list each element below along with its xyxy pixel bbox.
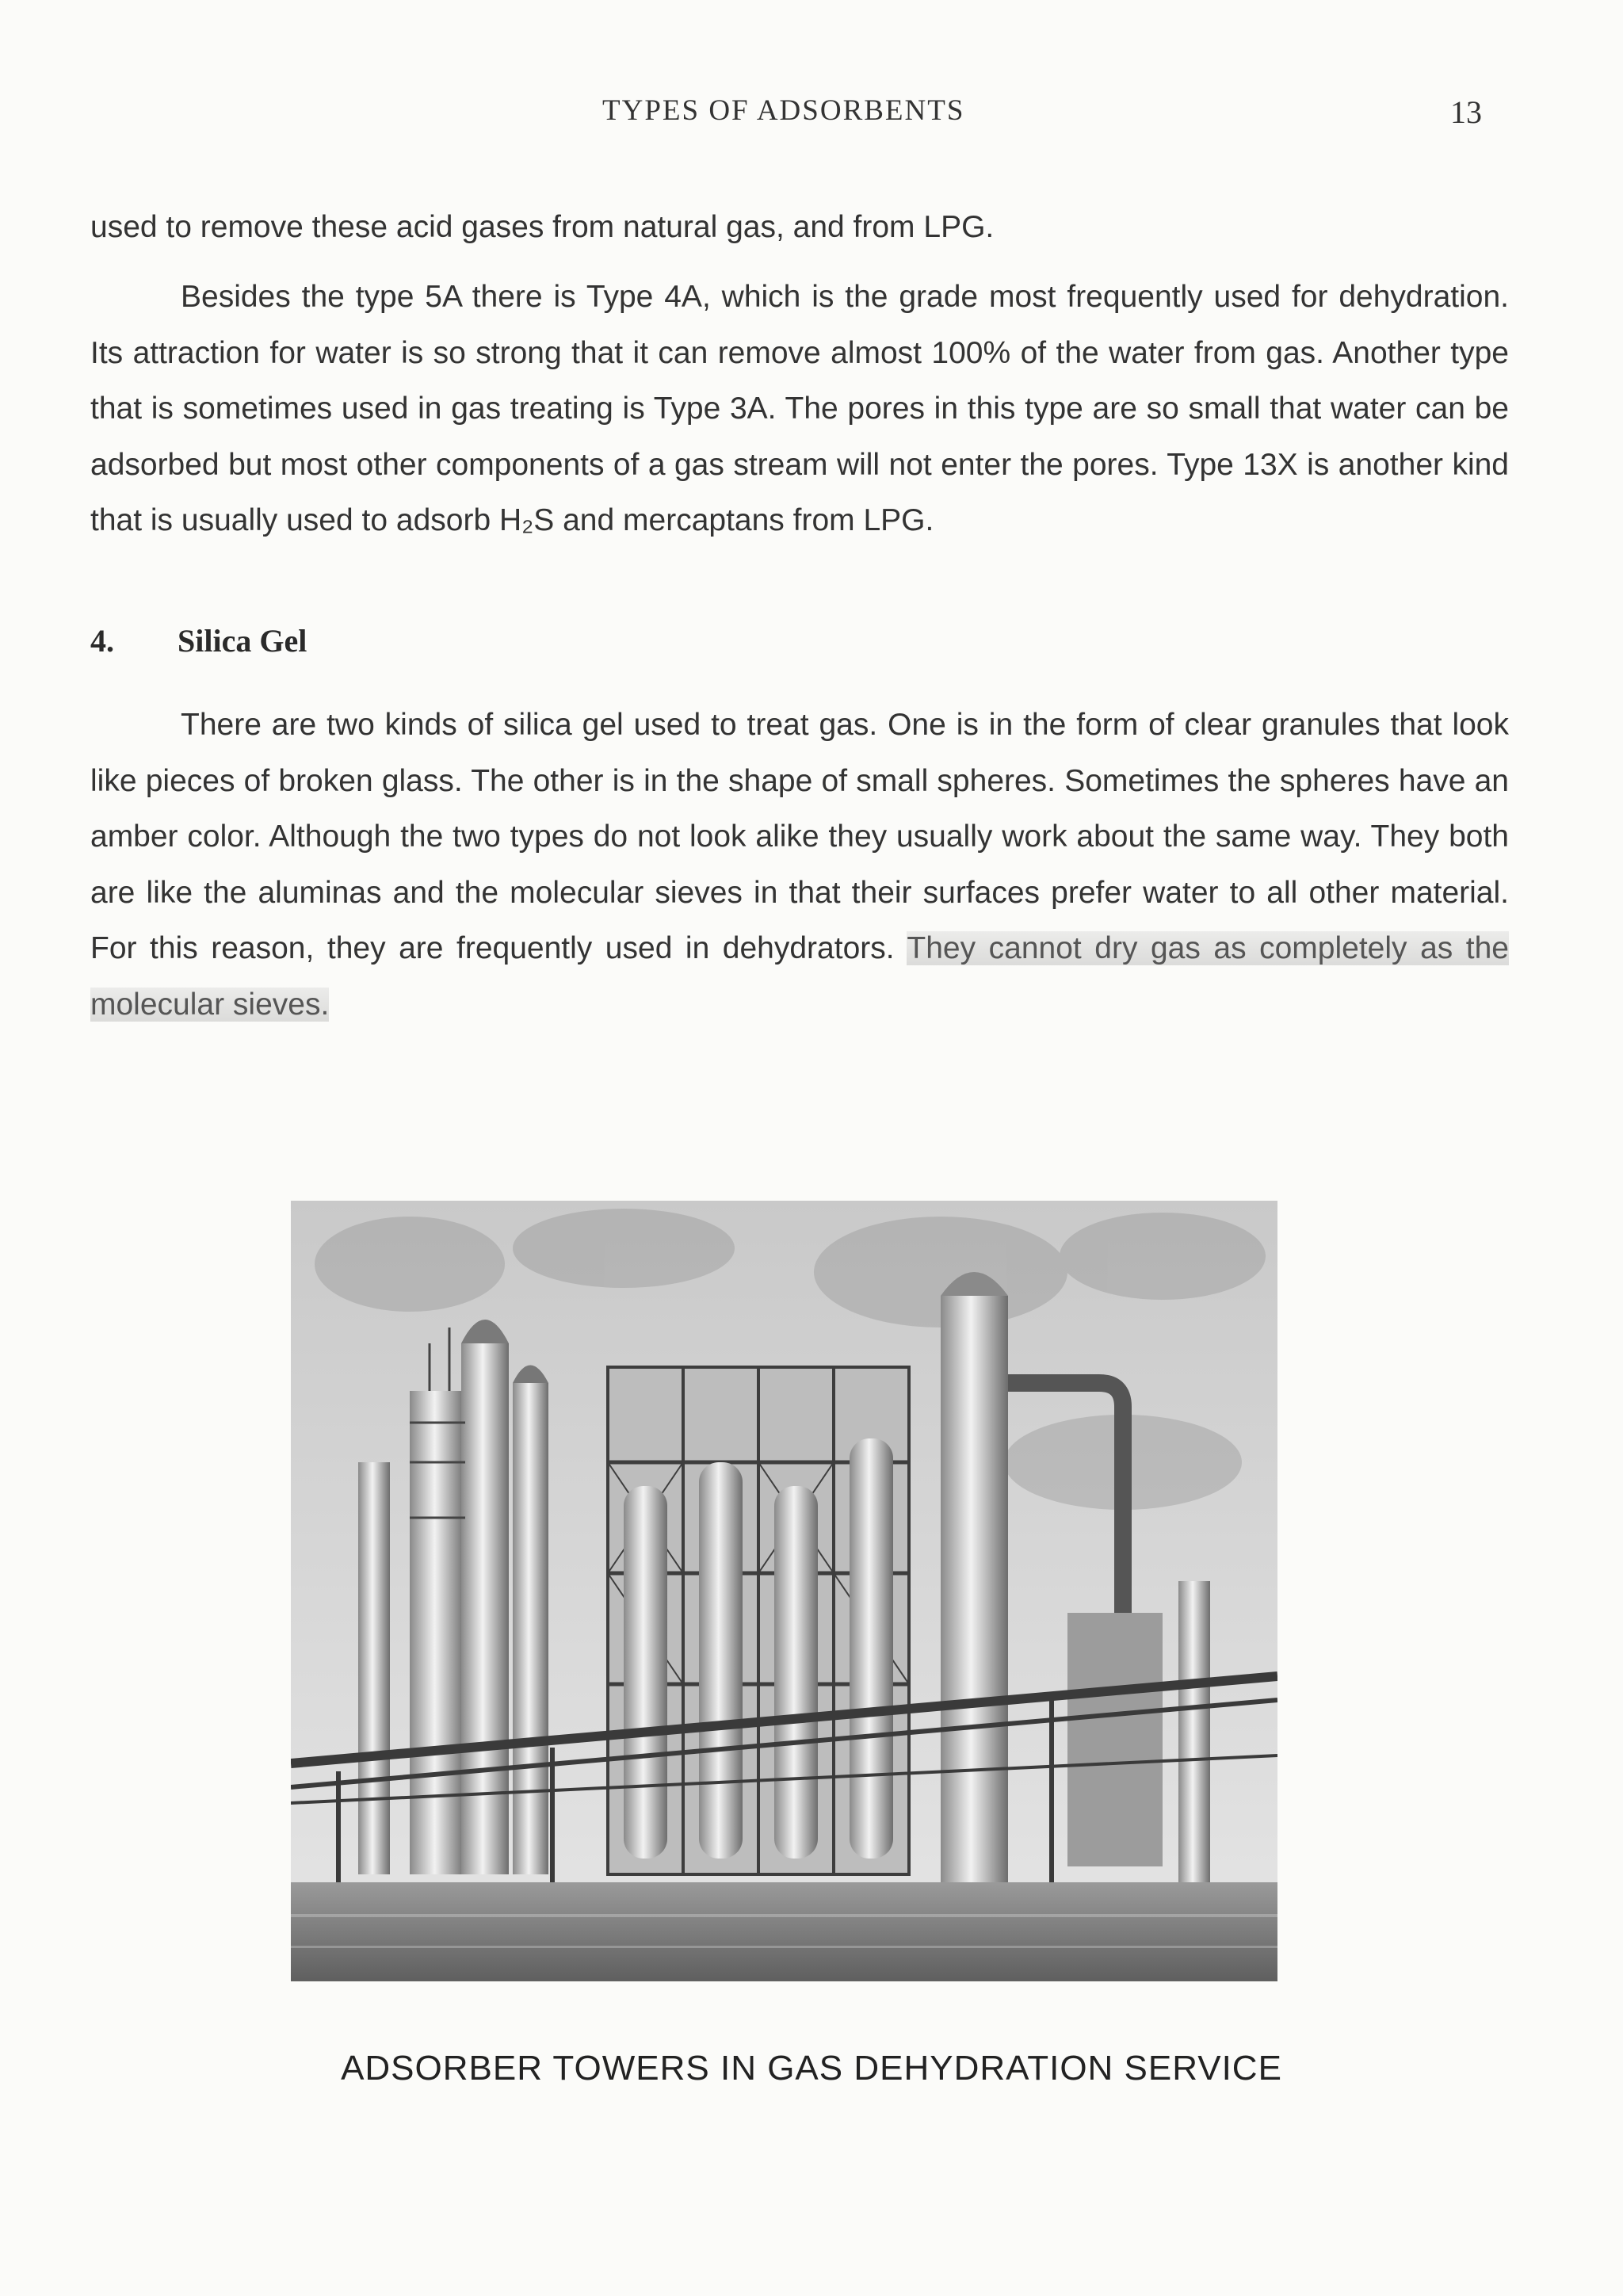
faded-sentence: They cannot dry gas as completely as the molecular sieves. <box>90 931 1509 1022</box>
running-head <box>0 94 1623 141</box>
paragraph-text: used to remove these acid gases from natural gas, and from LPG. <box>90 210 995 244</box>
section-heading <box>90 622 307 659</box>
paragraph-molecular-sieve-types <box>90 269 1509 549</box>
section-title: Silica Gel <box>178 623 307 659</box>
paragraph-continuation <box>90 200 1509 256</box>
running-title: TYPES OF ADSORBENTS <box>602 94 965 127</box>
paragraph-main-text: There are two kinds of silica gel used to treat gas. One is in the form of clear granules that look like pieces of broken glass. The other is in the shape of small spheres. Sometimes the spheres have an amber color. Although the two types do not look alike they usually work about the same way. They both are like the aluminas and the molecular sieves in that their surfaces prefer water to all other material. For this reason, they are frequently used in dehydrators. <box>90 708 1509 965</box>
figure-caption: ADSORBER TOWERS IN GAS DEHYDRATION SERVICE <box>341 2049 1282 2088</box>
photo-illustration <box>291 1201 1277 1981</box>
adsorber-towers-photo <box>291 1201 1277 1981</box>
paragraph-silica-gel <box>90 697 1509 1033</box>
paragraph-text: Besides the type 5A there is Type 4A, which is the grade most frequently used for dehydration. Its attraction for water is so strong that it can remove almost 100% of the water from gas. Another type that is sometimes used in gas treating is Type 3A. The pores in this type are so small that water can be adsorbed but most other components of a gas stream will not enter the pores. Type 13X is another kind that is usually used to adsorb H₂S and mercaptans from LPG. <box>90 280 1509 537</box>
section-number: 4. <box>90 623 114 659</box>
page-number: 13 <box>1450 94 1482 130</box>
paragraph-text <box>90 697 1509 1033</box>
